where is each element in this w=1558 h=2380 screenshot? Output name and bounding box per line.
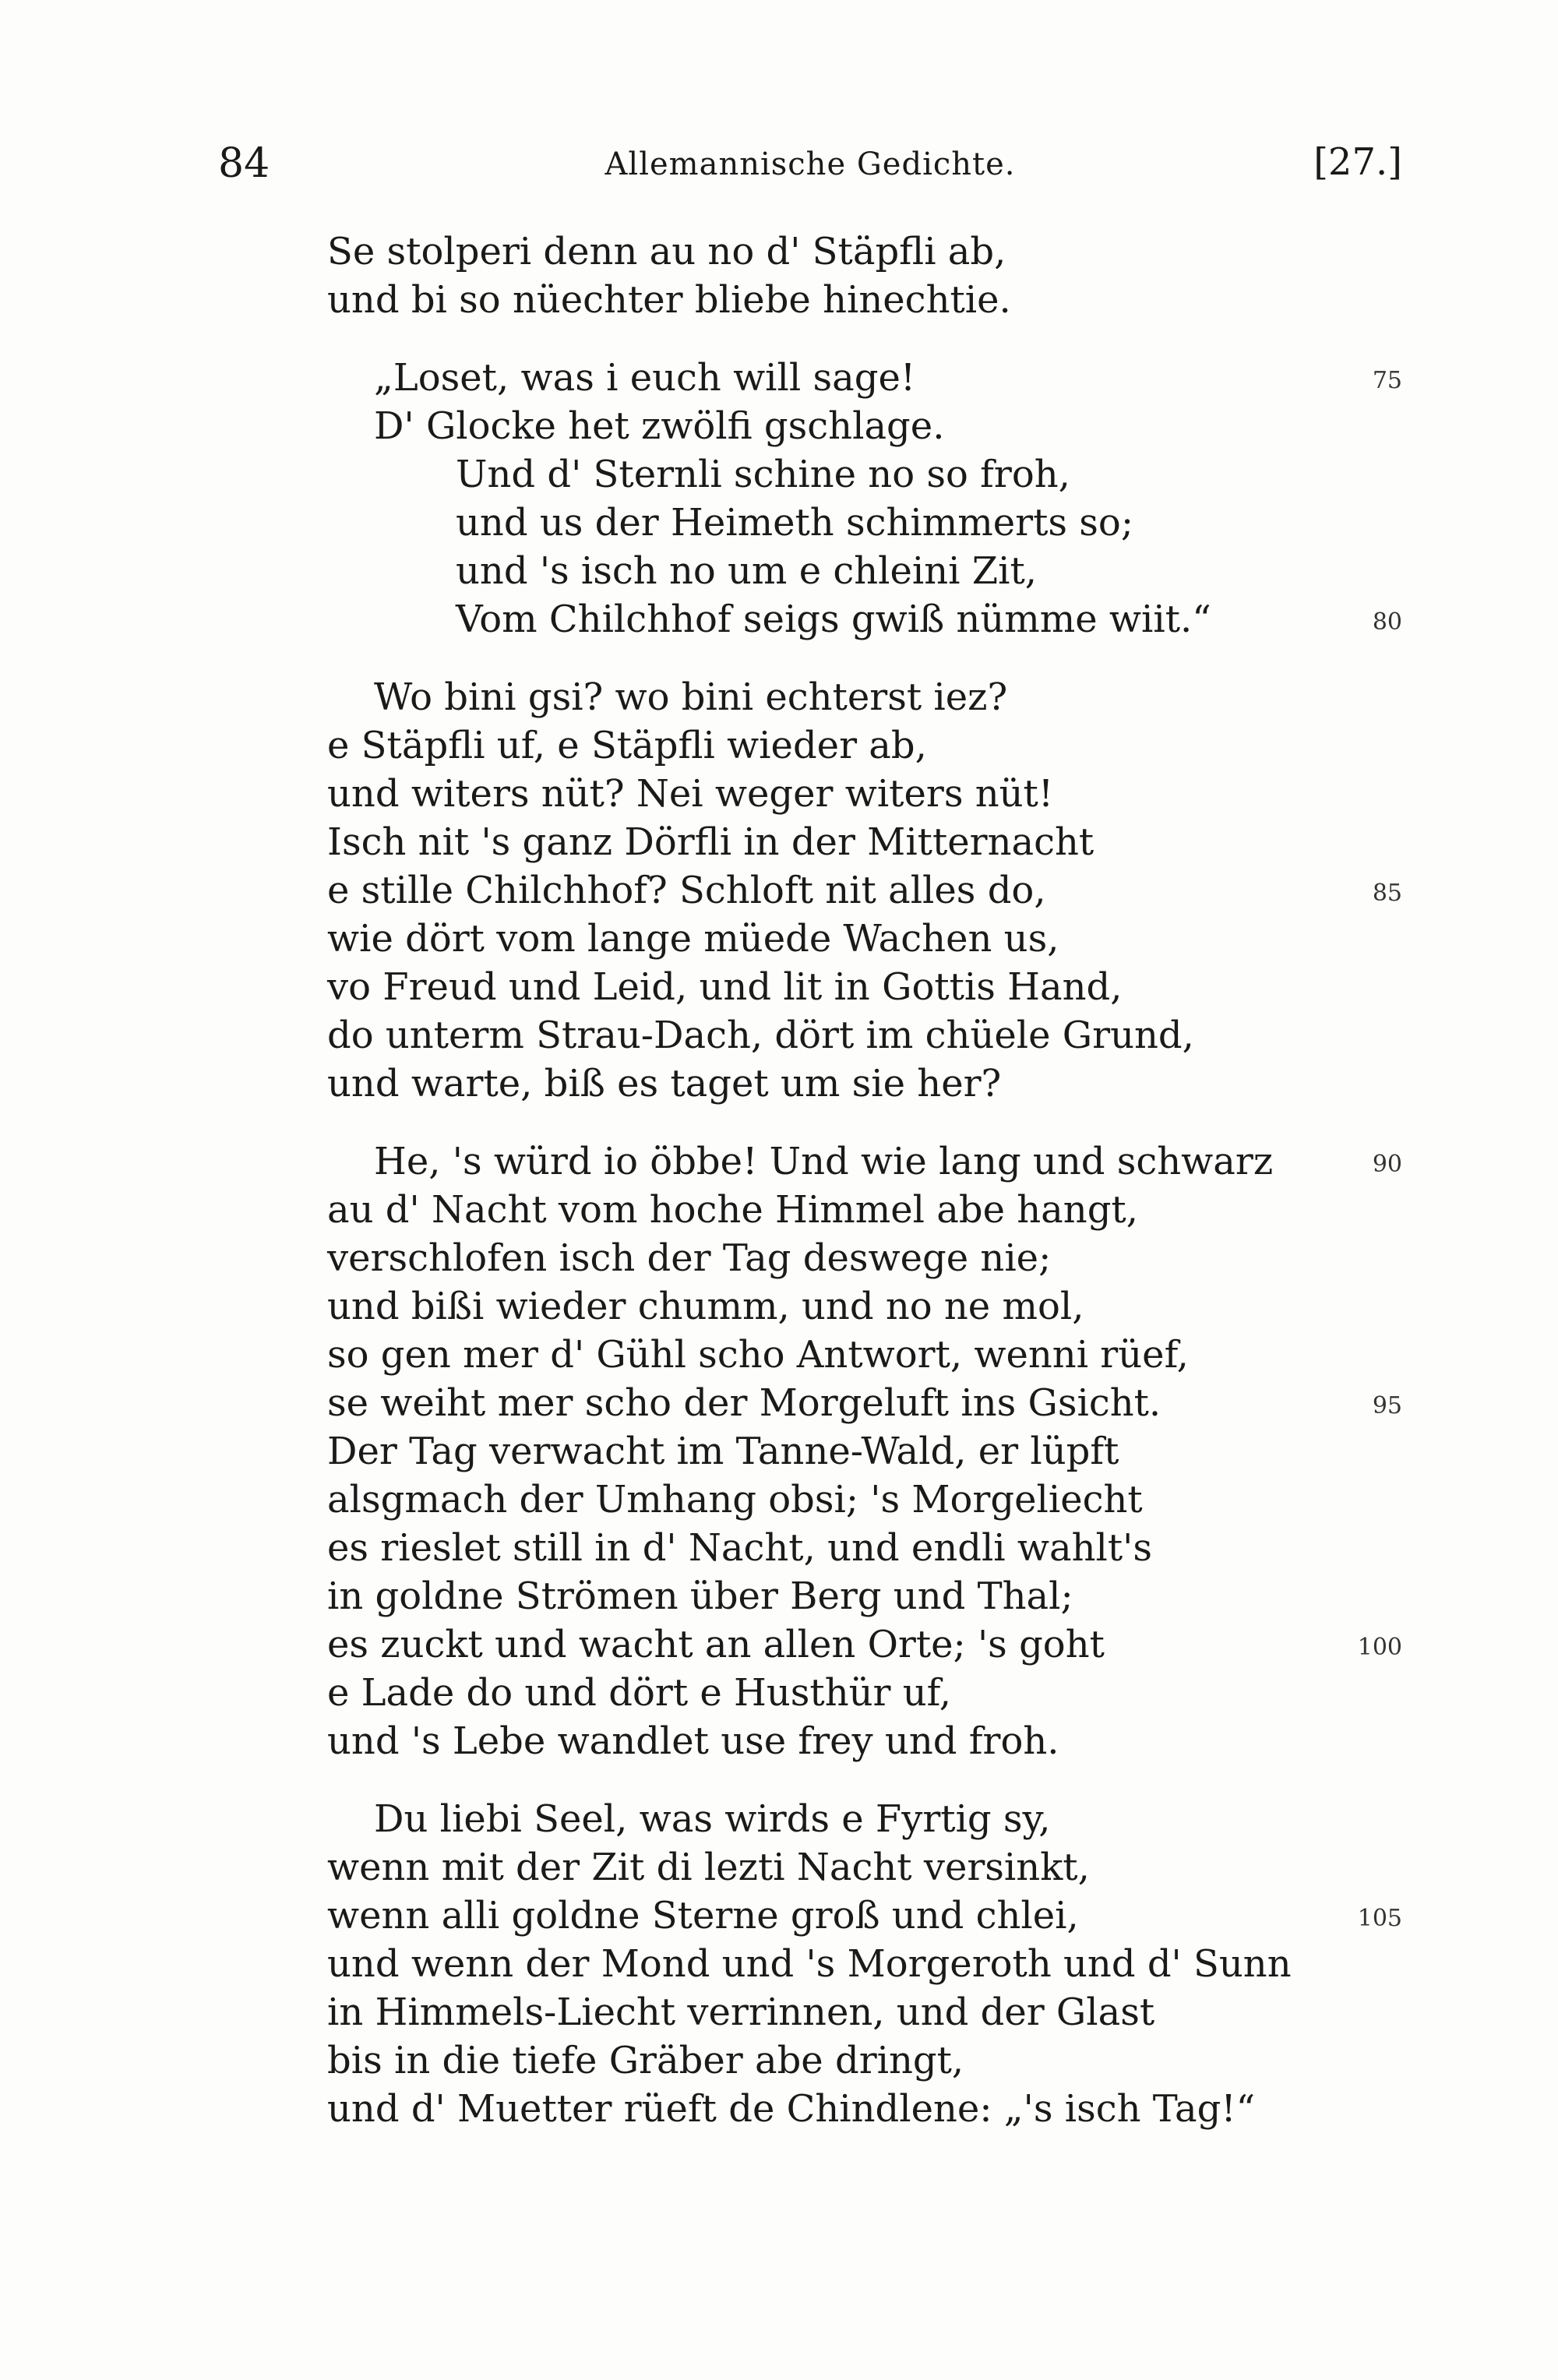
poem-line (327, 1940, 1402, 1988)
poem-line-text: e stille Chilchhof? Schloft nit alles do, (327, 869, 1046, 912)
poem-line (327, 1795, 1402, 1843)
poem-line-text: wie dört vom lange müede Wachen us, (327, 917, 1059, 961)
poem-line (327, 1988, 1402, 2036)
poem-line (327, 1843, 1402, 1892)
stanza (327, 1795, 1402, 2133)
poem-line-text: Se stolperi denn au no d' Stäpfli ab, (327, 230, 1006, 273)
poem-line-text: Du liebi Seel, was wirds e Fyrtig sy, (374, 1797, 1051, 1841)
poem-line-text: es rieslet still in d' Nacht, und endli wahlt's (327, 1526, 1152, 1570)
line-number: 80 (1372, 608, 1402, 636)
poem-line (327, 1060, 1402, 1108)
poem-line (327, 595, 1402, 643)
poem-line (327, 770, 1402, 818)
poem-line-text: D' Glocke het zwölfi gschlage. (374, 404, 945, 448)
poem-line-text: wenn mit der Zit di lezti Nacht versinkt, (327, 1846, 1090, 1889)
poem-line-text: und witers nüt? Nei weger witers nüt! (327, 772, 1054, 816)
poem-line (327, 1669, 1402, 1717)
poem-line (327, 866, 1402, 915)
poem-line (327, 1186, 1402, 1234)
poem-line (327, 1717, 1402, 1765)
poem-line-text: und bißi wieder chumm, und no ne mol, (327, 1285, 1084, 1328)
poem-line-text: Der Tag verwacht im Tanne-Wald, er lüpft (327, 1430, 1119, 1473)
poem-line-text: in goldne Strömen über Berg und Thal; (327, 1574, 1073, 1618)
poem-line-text: „Loset, was i euch will sage! (374, 356, 916, 400)
poem-line (327, 1137, 1402, 1186)
poem-line-text: vo Freud und Leid, und lit in Gottis Hand, (327, 965, 1123, 1009)
poem-line (327, 1524, 1402, 1572)
poem-line-text: alsgmach der Umhang obsi; 's Morgeliecht (327, 1478, 1143, 1521)
bracket-number: [27.] (1313, 140, 1402, 184)
line-number: 105 (1357, 1905, 1402, 1932)
poem-line-text: es zuckt und wacht an allen Orte; 's goht (327, 1623, 1105, 1666)
poem-line (327, 402, 1402, 450)
stanza (327, 354, 1402, 643)
poem-line-text: bis in die tiefe Gräber abe dringt, (327, 2039, 964, 2082)
poem-line-text: Isch nit 's ganz Dörfli in der Mitternacht (327, 820, 1094, 864)
poem-line-text: und warte, biß es taget um sie her? (327, 1062, 1002, 1105)
poem-line-text: se weiht mer scho der Morgeluft ins Gsicht. (327, 1381, 1161, 1425)
poem-line (327, 1011, 1402, 1060)
poem-line-text: au d' Nacht vom hoche Himmel abe hangt, (327, 1188, 1138, 1232)
poem-line-text: Und d' Sternli schine no so froh, (456, 453, 1070, 496)
poem-line (327, 673, 1402, 721)
poem-line-text: und bi so nüechter bliebe hinechtie. (327, 278, 1011, 322)
poem-line-text: und 's Lebe wandlet use frey und froh. (327, 1719, 1059, 1763)
line-number: 95 (1372, 1392, 1402, 1419)
line-number: 75 (1372, 367, 1402, 394)
poem-line-text: Vom Chilchhof seigs gwiß nümme wiit.“ (456, 598, 1211, 641)
page-header (218, 140, 1402, 195)
poem-line-text: und wenn der Mond und 's Morgeroth und d' Sunn (327, 1942, 1292, 1986)
poem-line (327, 1572, 1402, 1620)
poem-line (327, 2036, 1402, 2085)
poem-line (327, 1282, 1402, 1331)
page-number: 84 (218, 140, 270, 187)
poem-line (327, 2085, 1402, 2133)
stanza (327, 1137, 1402, 1765)
poem-line-text: und d' Muetter rüeft de Chindlene: „'s isch Tag!“ (327, 2087, 1256, 2131)
poem-line-text: do unterm Strau-Dach, dört im chüele Grund, (327, 1014, 1194, 1057)
poem-line-text: so gen mer d' Gühl scho Antwort, wenni rüef, (327, 1333, 1189, 1377)
poem-line-text: verschlofen isch der Tag deswege nie; (327, 1236, 1052, 1280)
stanza (327, 227, 1402, 324)
poem-line (327, 1892, 1402, 1940)
running-title: Allemannische Gedichte. (605, 146, 1016, 182)
poem-line-text: und us der Heimeth schimmerts so; (456, 501, 1133, 545)
poem-body (327, 227, 1402, 2163)
poem-line-text: und 's isch no um e chleini Zit, (456, 549, 1038, 593)
poem-line (327, 499, 1402, 547)
poem-line-text: Wo bini gsi? wo bini echterst iez? (374, 675, 1008, 719)
poem-line-text: e Lade do und dört e Husthür uf, (327, 1671, 951, 1715)
poem-line (327, 1476, 1402, 1524)
poem-line (327, 1331, 1402, 1379)
poem-line (327, 721, 1402, 770)
stanza (327, 673, 1402, 1108)
poem-line (327, 963, 1402, 1011)
poem-line-text: He, 's würd io öbbe! Und wie lang und schwarz (374, 1140, 1274, 1183)
line-number: 100 (1357, 1634, 1402, 1661)
poem-line-text: in Himmels-Liecht verrinnen, und der Glast (327, 1990, 1155, 2034)
poem-line-text: wenn alli goldne Sterne groß und chlei, (327, 1894, 1079, 1937)
poem-line (327, 276, 1402, 324)
poem-line (327, 818, 1402, 866)
poem-line (327, 1620, 1402, 1669)
poem-line (327, 547, 1402, 595)
poem-line (327, 450, 1402, 499)
poem-line-text: e Stäpfli uf, e Stäpfli wieder ab, (327, 724, 927, 767)
poem-line (327, 915, 1402, 963)
line-number: 90 (1372, 1151, 1402, 1178)
line-number: 85 (1372, 880, 1402, 907)
poem-line (327, 227, 1402, 276)
poem-line (327, 354, 1402, 402)
poem-line (327, 1427, 1402, 1476)
poem-line (327, 1379, 1402, 1427)
poem-line (327, 1234, 1402, 1282)
